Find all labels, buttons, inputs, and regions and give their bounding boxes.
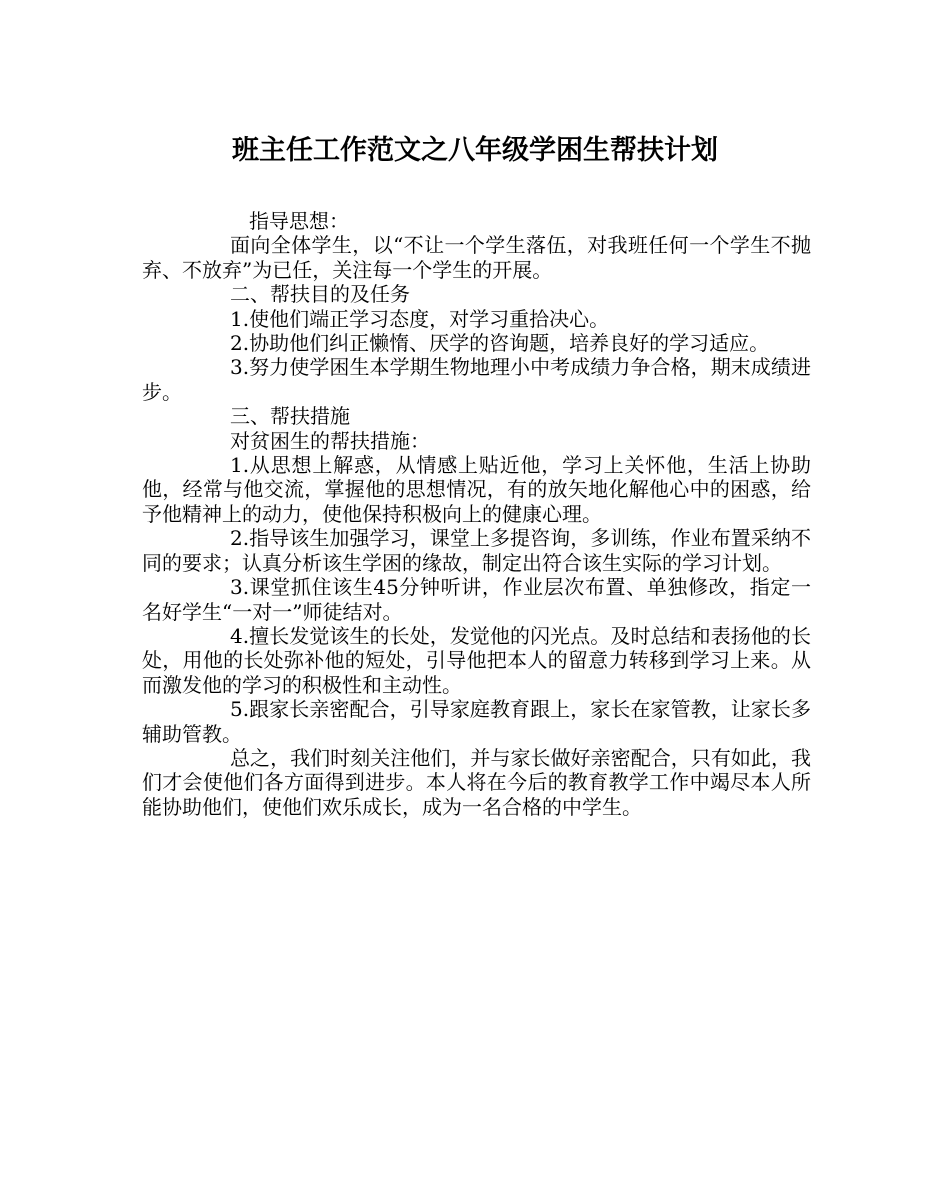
paragraph-section-3-heading: 三、帮扶措施: [230, 404, 350, 429]
paragraph-guiding-thought-heading: 指导思想：: [249, 209, 349, 233]
document-title: 班主任工作范文之八年级学困生帮扶计划: [232, 135, 718, 166]
paragraph-guiding-thought: 面向全体学生，以“不让一个学生落伍，对我班任何一个学生不抛弃、不放弃”为已任，关注每一个学生的开展。: [142, 233, 811, 282]
paragraph-measure-3: 3.课堂抓住该生45分钟听讲，作业层次布置、单独修改，指定一名好学生“一对一”师徒结对。: [142, 575, 811, 624]
paragraph-goal-3: 3.努力使学困生本学期生物地理小中考成绩力争合格，期末成绩进步。: [142, 355, 811, 404]
paragraph-goal-1: 1.使他们端正学习态度，对学习重拾决心。: [230, 306, 610, 331]
paragraph-measure-2: 2.指导该生加强学习，课堂上多提咨询，多训练，作业布置采纳不同的要求；认真分析该生学困的缘故，制定出符合该生实际的学习计划。: [142, 526, 811, 575]
paragraph-conclusion: 总之，我们时刻关注他们，并与家长做好亲密配合，只有如此，我们才会使他们各方面得到进步。本人将在今后的教育教学工作中竭尽本人所能协助他们，使他们欢乐成长，成为一名合格的中学生。: [142, 745, 811, 819]
paragraph-measure-4: 4.擅长发觉该生的长处，发觉他的闪光点。及时总结和表扬他的长处，用他的长处弥补他的短处，引导他把本人的留意力转移到学习上来。从而激发他的学习的积极性和主动性。: [142, 623, 811, 697]
document-body: [142, 209, 811, 819]
paragraph-goal-2: 2.协助他们纠正懒惰、厌学的咨询题，培养良好的学习适应。: [230, 331, 770, 356]
paragraph-measures-intro: 对贫困生的帮扶措施：: [230, 428, 430, 453]
paragraph-measure-5: 5.跟家长亲密配合，引导家庭教育跟上，家长在家管教，让家长多辅助管教。: [142, 697, 811, 746]
paragraph-measure-1: 1.从思想上解惑，从情感上贴近他，学习上关怀他，生活上协助他，经常与他交流，掌握他的思想情况，有的放矢地化解他心中的困惑，给予他精神上的动力，使他保持积极向上的健康心理。: [142, 453, 811, 526]
paragraph-section-2-heading: 二、帮扶目的及任务: [230, 282, 410, 307]
